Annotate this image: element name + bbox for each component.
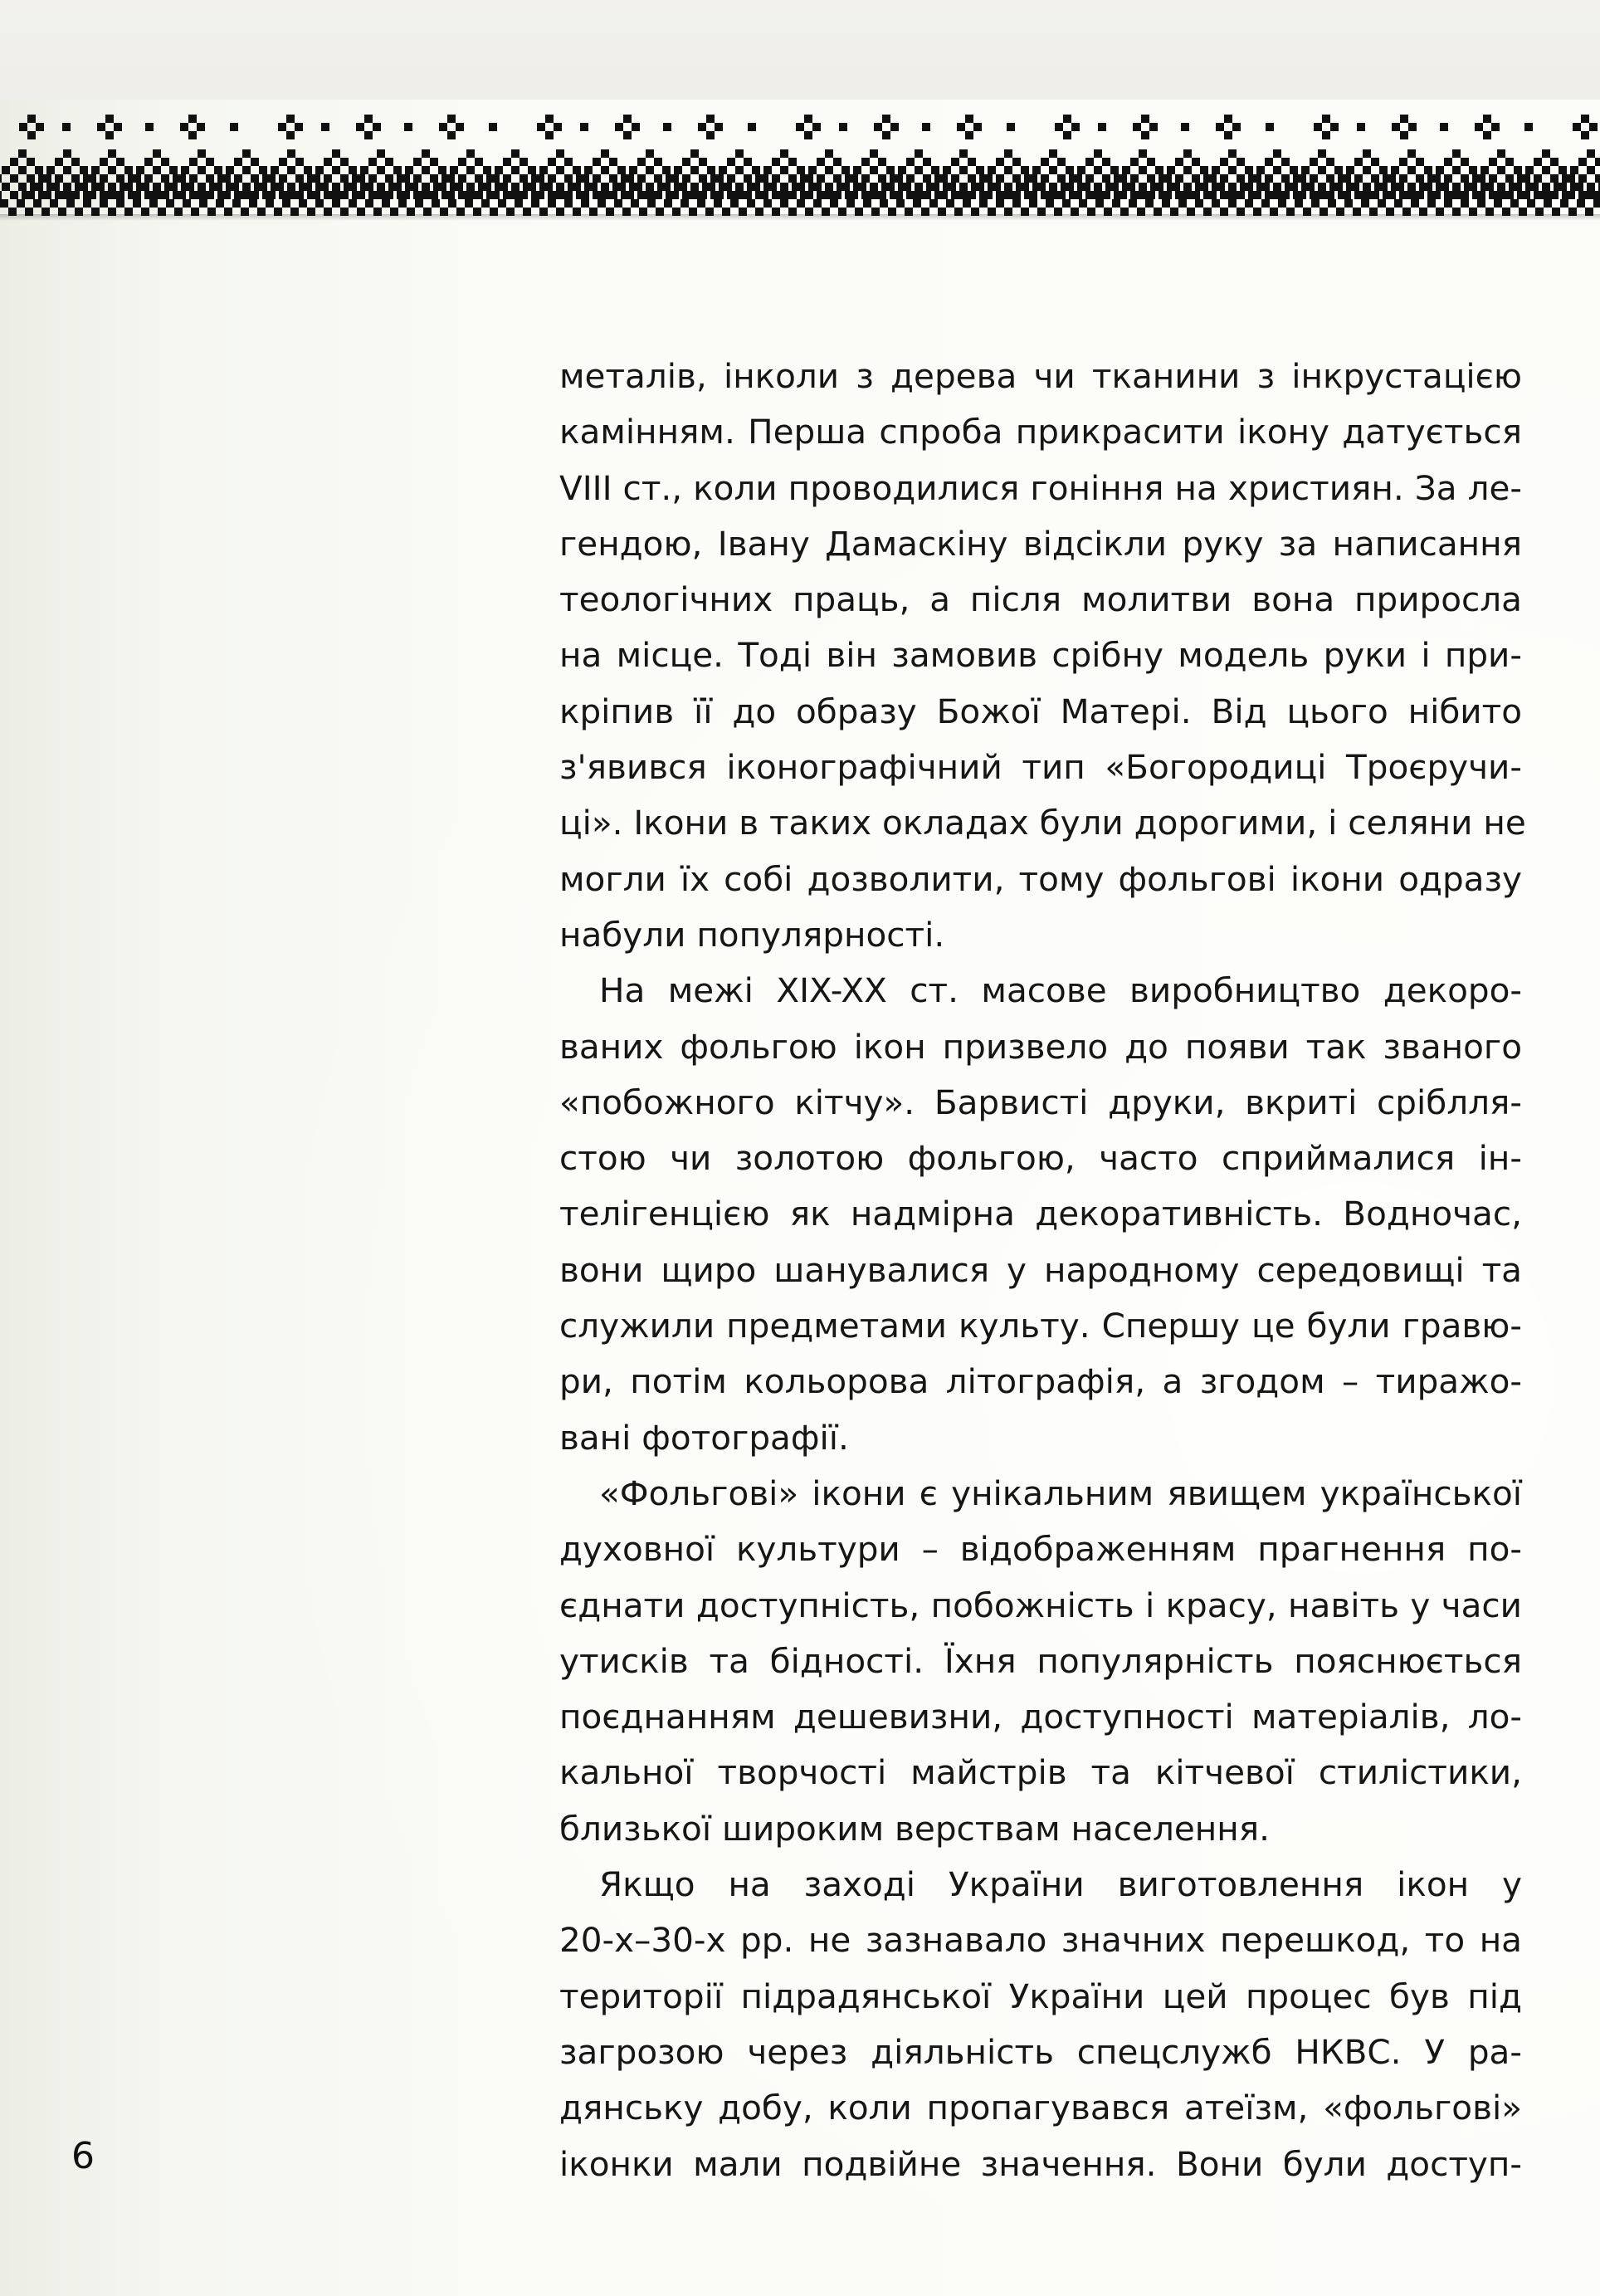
text-line: могли їх собі дозволити, тому фольгові ікони одразу (559, 858, 1522, 899)
text-line: «побожного кітчу». Барвисті друки, вкриті сріблля- (559, 1082, 1522, 1122)
text-line: На межі XIX-XX ст. масове виробництво декоро- (599, 970, 1522, 1011)
body-text (559, 349, 1526, 2192)
text-line: камінням. Перша спроба прикрасити ікону датується (559, 412, 1522, 452)
paragraph-4 (559, 1857, 1522, 2192)
paragraph-2 (559, 963, 1522, 1466)
text-line: загрозою через діяльність спецслужб НКВС. У ра- (559, 2031, 1522, 2072)
text-line: телігенцією як надмірна декоративність. Водночас, (559, 1194, 1522, 1234)
text-line: набули популярності. (559, 914, 945, 955)
text-line: вони щиро шанувалися у народному середовищі та (559, 1249, 1522, 1290)
text-line: Якщо на заході України виготовлення ікон у (599, 1864, 1522, 1905)
top-margin-strip (0, 0, 1600, 100)
text-line: єднати доступність, побожність і красу, навіть у часи (559, 1585, 1522, 1625)
text-line: дянську добу, коли пропагувався атеїзм, «фольгові» (559, 2088, 1522, 2128)
text-line: служили предметами культу. Спершу це були гравю- (559, 1306, 1522, 1346)
text-line: утисків та бідності. Їхня популярність пояснюється (559, 1640, 1522, 1681)
paragraph-3 (559, 1466, 1522, 1857)
text-line: кальної творчості майстрів та кітчевої стилістики, (559, 1752, 1522, 1793)
text-line: близької широким верствам населення. (559, 1808, 1270, 1849)
text-line: з'явився іконографічний тип «Богородиці Троєручи- (559, 747, 1522, 788)
text-line: VIII ст., коли проводилися гоніння на християн. За ле- (559, 467, 1522, 508)
page-number: 6 (71, 2135, 95, 2177)
text-line: території підрадянської України цей процес був під (559, 1976, 1522, 2016)
text-line: 20-х–30-х рр. не зазнавало значних перешкод, то на (559, 1920, 1522, 1961)
text-line: ваних фольгою ікон призвело до появи так званого (559, 1026, 1522, 1067)
ornament-edge-shadow (0, 214, 1600, 221)
text-line: іконки мали подвійне значення. Вони були доступ- (559, 2143, 1522, 2184)
text-line: металів, інколи з дерева чи тканини з інкрустацією (559, 356, 1522, 396)
text-line: вані фотографії. (559, 1417, 849, 1458)
embroidery-border-ornament (0, 98, 1600, 222)
text-line: теологічних праць, а після молитви вона приросла (559, 579, 1522, 620)
text-line: «Фольгові» ікони є унікальним явищем української (599, 1473, 1522, 1513)
text-line: ри, потім кольорова літографія, а згодом – тиражо- (559, 1361, 1522, 1402)
text-line: на місце. Тоді він замовив срібну модель руки і при- (559, 635, 1522, 676)
text-line: стою чи золотою фольгою, часто сприймалися ін- (559, 1138, 1522, 1179)
text-line: духовної культури – відображенням прагнення по- (559, 1529, 1522, 1570)
paragraph-1 (559, 349, 1526, 963)
text-line: гендою, Івану Дамаскіну відсікли руку за написання (559, 523, 1522, 564)
text-line: поєднанням дешевизни, доступності матеріалів, ло- (559, 1697, 1522, 1737)
text-line: ці». Ікони в таких окладах були дорогими, і селяни не (559, 803, 1526, 843)
text-line: кріпив її до образу Божої Матері. Від цього нібито (559, 691, 1522, 731)
